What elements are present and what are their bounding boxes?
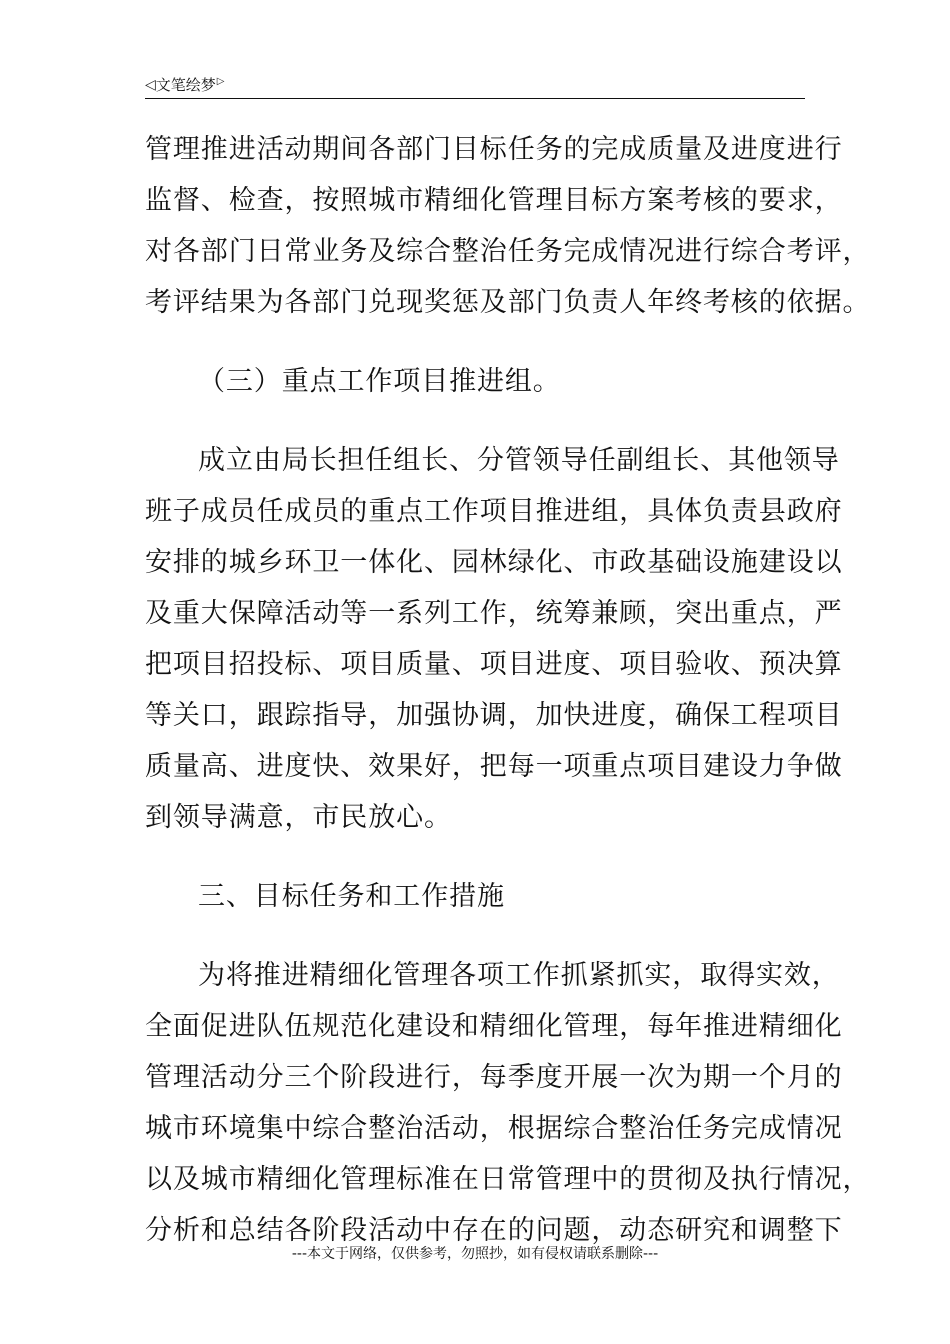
text-line: 等关口，跟踪指导，加强协调，加快进度，确保工程项目 — [145, 700, 843, 731]
paragraph — [145, 124, 871, 328]
left-triangle-icon: ◁ — [145, 77, 156, 93]
text-line: 为将推进精细化管理各项工作抓紧抓实，取得实效， — [198, 960, 840, 991]
header-title: 文笔绘梦 — [155, 76, 216, 94]
text-line: 到领导满意，市民放心。 — [145, 802, 452, 833]
text-line: 质量高、进度快、效果好，把每一项重点项目建设力争做 — [145, 751, 843, 782]
text-line: 把项目招投标、项目质量、项目进度、项目验收、预决算 — [145, 649, 843, 680]
text-line: 监督、检查，按照城市精细化管理目标方案考核的要求， — [145, 185, 843, 216]
text-line: 以及城市精细化管理标准在日常管理中的贯彻及执行情况， — [145, 1164, 871, 1195]
text-line: 三、目标任务和工作措施 — [198, 881, 505, 912]
text-line: 对各部门日常业务及综合整治任务完成情况进行综合考评， — [145, 236, 871, 267]
right-triangle-icon: ▷ — [216, 76, 225, 87]
text-line: 及重大保障活动等一系列工作，统筹兼顾，突出重点，严 — [145, 598, 843, 629]
page-header — [145, 72, 805, 99]
text-line: 管理活动分三个阶段进行，每季度开展一次为期一个月的 — [145, 1062, 843, 1093]
text-line: 全面促进队伍规范化建设和精细化管理，每年推进精细化 — [145, 1011, 843, 1042]
text-line: 考评结果为各部门兑现奖惩及部门负责人年终考核的依据。 — [145, 287, 871, 318]
text-line: 管理推进活动期间各部门目标任务的完成质量及进度进行 — [145, 134, 843, 165]
text-line: （三）重点工作项目推进组。 — [198, 366, 561, 397]
text-line: 城市环境集中综合整治活动，根据综合整治任务完成情况 — [145, 1113, 843, 1144]
section-heading — [145, 356, 825, 407]
page-footer: ---本文于网络，仅供参考，勿照抄，如有侵权请联系删除--- — [291, 1246, 659, 1262]
paragraph — [145, 435, 843, 843]
text-line: 安排的城乡环卫一体化、园林绿化、市政基础设施建设以 — [145, 547, 843, 578]
paragraph — [145, 950, 871, 1256]
text-line: 成立由局长担任组长、分管领导任副组长、其他领导 — [198, 445, 840, 476]
text-line: 分析和总结各阶段活动中存在的问题，动态研究和调整下 — [145, 1215, 843, 1246]
document-body — [145, 124, 871, 1256]
section-heading — [145, 871, 825, 922]
text-line: 班子成员任成员的重点工作项目推进组，具体负责县政府 — [145, 496, 843, 527]
